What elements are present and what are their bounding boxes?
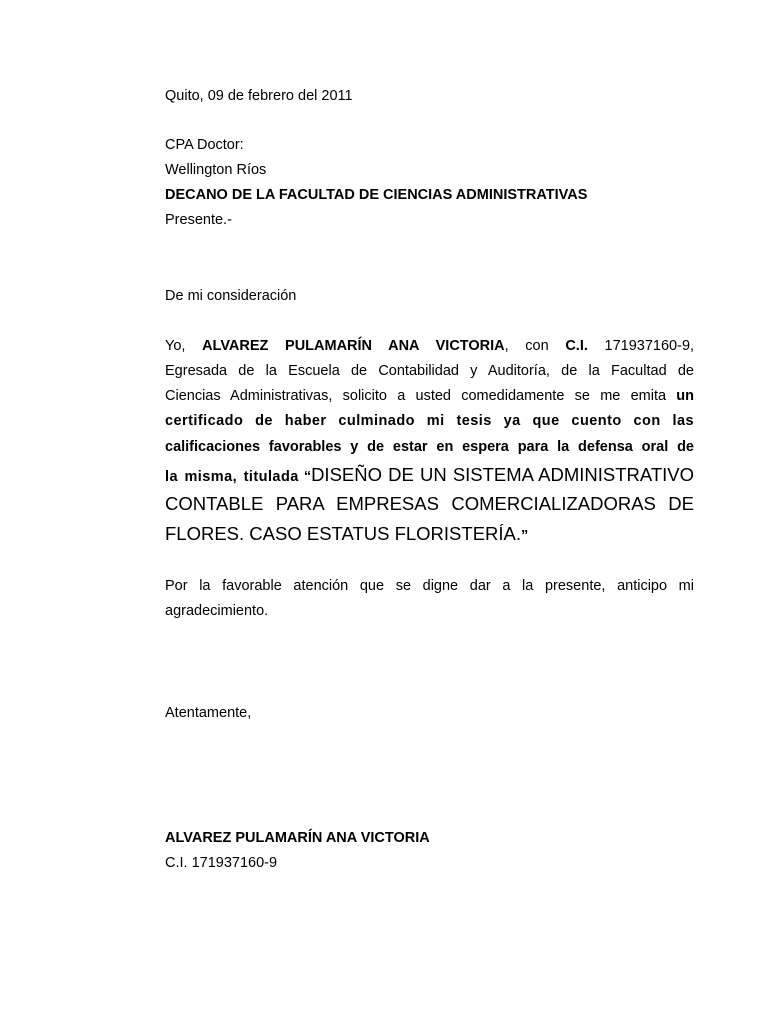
paragraph-line-1 (165, 336, 694, 356)
signature-name: ALVAREZ PULAMARÍN ANA VICTORIA (165, 830, 430, 846)
thesis-title-line-3 (165, 522, 694, 548)
paragraph-line-5: calificaciones favorables y de estar en espera para la defensa oral de (165, 439, 694, 455)
applicant-name: ALVAREZ PULAMARÍN ANA VICTORIA (202, 338, 505, 354)
date-line: Quito, 09 de febrero del 2011 (165, 88, 353, 104)
paragraph-line-4: certificado de haber culminado mi tesis ya que cuento con las (165, 413, 694, 429)
thesis-title-line-2: CONTABLE PARA EMPRESAS COMERCIALIZADORAS DE (165, 493, 694, 514)
text-con: , con (504, 338, 549, 354)
closing: Atentamente, (165, 705, 252, 721)
presente-line: Presente.- (165, 212, 232, 228)
thesis-title-text-3: FLORES. CASO ESTATUS FLORISTERÍA. (165, 523, 522, 544)
thanks-line-1: Por la favorable atención que se digne dar a la presente, anticipo mi (165, 578, 694, 594)
thesis-title-line-1 (303, 464, 694, 485)
text-ciencias: Ciencias Administrativas, solicito a usted comedidamente se me emita (165, 388, 667, 404)
open-quote: “ (303, 469, 312, 485)
ci-number: 171937160-9, (604, 338, 694, 354)
recipient-position: DECANO DE LA FACULTAD DE CIENCIAS ADMINISTRATIVAS (165, 187, 588, 203)
thesis-title-text-1: DISEÑO DE UN SISTEMA ADMINISTRATIVO (311, 464, 694, 485)
text-yo: Yo, (165, 338, 186, 354)
recipient-title: CPA Doctor: (165, 137, 244, 153)
ci-label: C.I. (565, 338, 588, 354)
signature-ci: C.I. 171937160-9 (165, 855, 278, 871)
close-quote: ” (521, 528, 529, 544)
paragraph-line-6 (165, 463, 694, 489)
salutation: De mi consideración (165, 288, 297, 304)
recipient-name: Wellington Ríos (165, 162, 267, 178)
thanks-line-2: agradecimiento. (165, 603, 269, 619)
paragraph-line-3 (165, 386, 694, 406)
paragraph-line-2: Egresada de la Escuela de Contabilidad y Auditoría, de la Facultad de (165, 363, 694, 379)
text-titulada: la misma, titulada (165, 469, 299, 485)
text-un: un (676, 388, 694, 404)
